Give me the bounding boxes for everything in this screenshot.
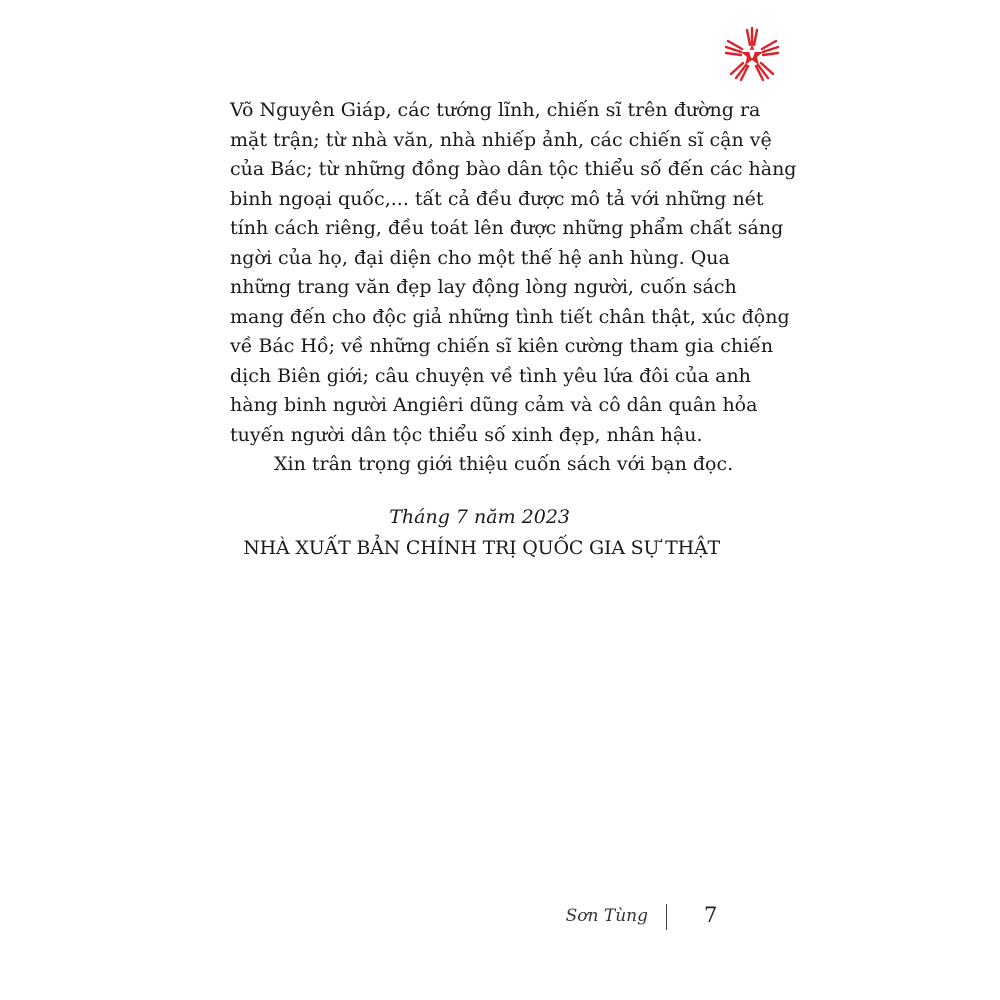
footer-author: Sơn Tùng bbox=[565, 906, 648, 926]
closing-line: Xin trân trọng giới thiệu cuốn sách với bạn đọc. bbox=[274, 453, 734, 475]
body-line: của Bác; từ những đồng bào dân tộc thiểu số đến các hàng bbox=[230, 158, 797, 180]
body-line: mang đến cho độc giả những tình tiết chân thật, xúc động bbox=[230, 305, 790, 328]
signature-date: Tháng 7 năm 2023 bbox=[389, 506, 570, 528]
body-line: ngời của họ, đại diện cho một thế hệ anh hùng. Qua bbox=[230, 246, 730, 269]
publisher-star-logo-icon bbox=[722, 24, 782, 84]
body-line: Võ Nguyên Giáp, các tướng lĩnh, chiến sĩ trên đường ra bbox=[230, 99, 761, 121]
body-line: tuyến người dân tộc thiểu số xinh đẹp, nhân hậu. bbox=[230, 423, 703, 446]
body-line: mặt trận; từ nhà văn, nhà nhiếp ảnh, các chiến sĩ cận vệ bbox=[230, 128, 772, 151]
body-line: hàng binh người Angiêri dũng cảm và cô dân quân hỏa bbox=[230, 394, 758, 416]
signature-publisher: NHÀ XUẤT BẢN CHÍNH TRỊ QUỐC GIA SỰ THẬT bbox=[243, 537, 720, 559]
body-line: tính cách riêng, đều toát lên được những phẩm chất sáng bbox=[230, 217, 784, 239]
page-number: 7 bbox=[704, 903, 718, 927]
body-line: những trang văn đẹp lay động lòng người, cuốn sách bbox=[230, 276, 737, 298]
body-line: về Bác Hồ; về những chiến sĩ kiên cường tham gia chiến bbox=[230, 335, 774, 357]
body-line: binh ngoại quốc,... tất cả đều được mô tả với những nét bbox=[230, 187, 764, 210]
footer-divider bbox=[666, 904, 667, 930]
body-text bbox=[230, 96, 797, 480]
body-line: dịch Biên giới; câu chuyện về tình yêu lứa đôi của anh bbox=[230, 364, 751, 387]
